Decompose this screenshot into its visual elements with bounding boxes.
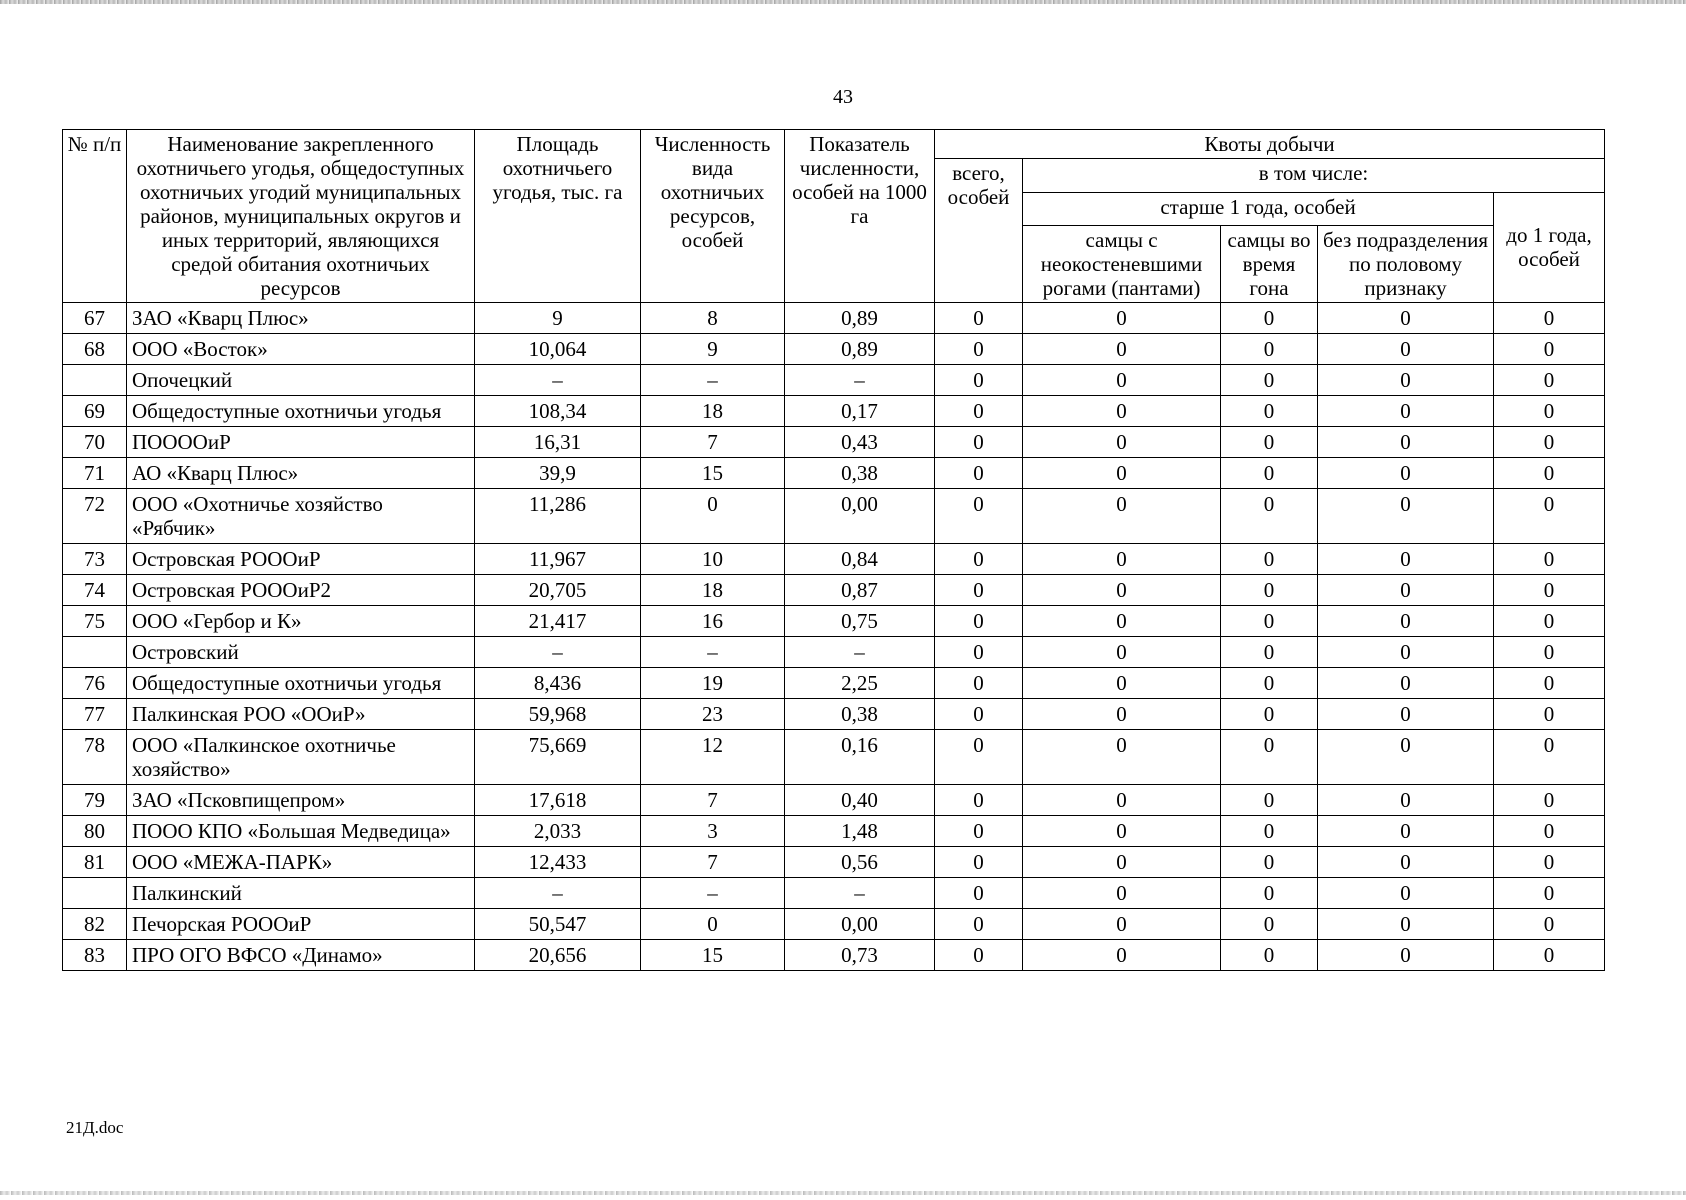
cell-count: 8 bbox=[641, 303, 785, 334]
cell-area: 50,547 bbox=[475, 909, 641, 940]
cell-name: ЗАО «Кварц Плюс» bbox=[127, 303, 475, 334]
cell-num: 76 bbox=[63, 668, 127, 699]
table-row bbox=[63, 396, 1605, 427]
cell-males-antlers: 0 bbox=[1023, 544, 1221, 575]
cell-density: 0,89 bbox=[785, 334, 935, 365]
header-num: № п/п bbox=[63, 130, 127, 303]
cell-total: 0 bbox=[935, 427, 1023, 458]
cell-under1: 0 bbox=[1494, 334, 1605, 365]
cell-num: 72 bbox=[63, 489, 127, 544]
cell-no-sex: 0 bbox=[1318, 334, 1494, 365]
cell-males-antlers: 0 bbox=[1023, 730, 1221, 785]
cell-under1: 0 bbox=[1494, 730, 1605, 785]
cell-count: – bbox=[641, 637, 785, 668]
cell-under1: 0 bbox=[1494, 303, 1605, 334]
cell-density: 0,56 bbox=[785, 847, 935, 878]
cell-area: – bbox=[475, 365, 641, 396]
table-row bbox=[63, 303, 1605, 334]
cell-males-antlers: 0 bbox=[1023, 427, 1221, 458]
cell-total: 0 bbox=[935, 940, 1023, 971]
table-header bbox=[63, 130, 1605, 303]
cell-males-rut: 0 bbox=[1221, 575, 1318, 606]
table-row bbox=[63, 606, 1605, 637]
cell-area: 17,618 bbox=[475, 785, 641, 816]
cell-under1: 0 bbox=[1494, 785, 1605, 816]
cell-males-rut: 0 bbox=[1221, 365, 1318, 396]
table-row bbox=[63, 668, 1605, 699]
cell-males-rut: 0 bbox=[1221, 668, 1318, 699]
table-row bbox=[63, 878, 1605, 909]
cell-area: 20,656 bbox=[475, 940, 641, 971]
cell-count: 9 bbox=[641, 334, 785, 365]
cell-area: 20,705 bbox=[475, 575, 641, 606]
cell-total: 0 bbox=[935, 303, 1023, 334]
cell-name: ООО «МЕЖА-ПАРК» bbox=[127, 847, 475, 878]
cell-name: Островская РОООиР bbox=[127, 544, 475, 575]
cell-no-sex: 0 bbox=[1318, 940, 1494, 971]
cell-area: 9 bbox=[475, 303, 641, 334]
cell-males-antlers: 0 bbox=[1023, 637, 1221, 668]
cell-no-sex: 0 bbox=[1318, 909, 1494, 940]
cell-area: 2,033 bbox=[475, 816, 641, 847]
table-row bbox=[63, 909, 1605, 940]
scan-edge-bottom bbox=[0, 1191, 1686, 1195]
table-row bbox=[63, 365, 1605, 396]
cell-males-antlers: 0 bbox=[1023, 606, 1221, 637]
header-count: Численность вида охотничьих ресурсов, особей bbox=[641, 130, 785, 303]
cell-num: 82 bbox=[63, 909, 127, 940]
cell-count: 7 bbox=[641, 427, 785, 458]
table-row bbox=[63, 575, 1605, 606]
cell-num bbox=[63, 878, 127, 909]
cell-no-sex: 0 bbox=[1318, 816, 1494, 847]
cell-total: 0 bbox=[935, 489, 1023, 544]
cell-males-rut: 0 bbox=[1221, 940, 1318, 971]
cell-density: 0,38 bbox=[785, 458, 935, 489]
cell-total: 0 bbox=[935, 847, 1023, 878]
cell-total: 0 bbox=[935, 878, 1023, 909]
page-number: 43 bbox=[833, 86, 853, 108]
cell-count: 16 bbox=[641, 606, 785, 637]
cell-area: 11,967 bbox=[475, 544, 641, 575]
cell-num: 67 bbox=[63, 303, 127, 334]
cell-density: 0,75 bbox=[785, 606, 935, 637]
cell-under1: 0 bbox=[1494, 365, 1605, 396]
cell-no-sex: 0 bbox=[1318, 365, 1494, 396]
cell-density: – bbox=[785, 637, 935, 668]
cell-males-antlers: 0 bbox=[1023, 334, 1221, 365]
cell-total: 0 bbox=[935, 730, 1023, 785]
cell-density: 0,17 bbox=[785, 396, 935, 427]
cell-num bbox=[63, 365, 127, 396]
scan-edge-top bbox=[0, 0, 1686, 4]
cell-no-sex: 0 bbox=[1318, 489, 1494, 544]
cell-area: 75,669 bbox=[475, 730, 641, 785]
cell-name: Островская РОООиР2 bbox=[127, 575, 475, 606]
table-row bbox=[63, 637, 1605, 668]
cell-total: 0 bbox=[935, 365, 1023, 396]
table-row bbox=[63, 940, 1605, 971]
cell-count: 23 bbox=[641, 699, 785, 730]
cell-males-rut: 0 bbox=[1221, 637, 1318, 668]
cell-num: 74 bbox=[63, 575, 127, 606]
cell-count: 7 bbox=[641, 847, 785, 878]
cell-no-sex: 0 bbox=[1318, 606, 1494, 637]
cell-count: – bbox=[641, 365, 785, 396]
header-males-rut: самцы во время гона bbox=[1221, 226, 1318, 303]
cell-under1: 0 bbox=[1494, 668, 1605, 699]
cell-no-sex: 0 bbox=[1318, 699, 1494, 730]
file-name: 21Д.doc bbox=[66, 1118, 124, 1137]
cell-count: 19 bbox=[641, 668, 785, 699]
cell-no-sex: 0 bbox=[1318, 303, 1494, 334]
cell-under1: 0 bbox=[1494, 427, 1605, 458]
cell-area: 39,9 bbox=[475, 458, 641, 489]
cell-density: 1,48 bbox=[785, 816, 935, 847]
cell-males-antlers: 0 bbox=[1023, 940, 1221, 971]
cell-males-antlers: 0 bbox=[1023, 668, 1221, 699]
cell-total: 0 bbox=[935, 334, 1023, 365]
quota-table bbox=[62, 129, 1605, 971]
cell-name: ПООО КПО «Большая Медведица» bbox=[127, 816, 475, 847]
cell-total: 0 bbox=[935, 816, 1023, 847]
cell-males-antlers: 0 bbox=[1023, 365, 1221, 396]
cell-density: 2,25 bbox=[785, 668, 935, 699]
header-older: старше 1 года, особей bbox=[1023, 192, 1494, 226]
table-row bbox=[63, 699, 1605, 730]
cell-count: 15 bbox=[641, 458, 785, 489]
cell-males-rut: 0 bbox=[1221, 606, 1318, 637]
cell-no-sex: 0 bbox=[1318, 668, 1494, 699]
table-row bbox=[63, 334, 1605, 365]
header-quotas: Квоты добычи bbox=[935, 130, 1605, 159]
table-row bbox=[63, 785, 1605, 816]
cell-density: 0,73 bbox=[785, 940, 935, 971]
cell-males-antlers: 0 bbox=[1023, 785, 1221, 816]
cell-males-rut: 0 bbox=[1221, 730, 1318, 785]
cell-total: 0 bbox=[935, 909, 1023, 940]
cell-no-sex: 0 bbox=[1318, 427, 1494, 458]
cell-num: 70 bbox=[63, 427, 127, 458]
cell-no-sex: 0 bbox=[1318, 544, 1494, 575]
cell-males-rut: 0 bbox=[1221, 303, 1318, 334]
cell-no-sex: 0 bbox=[1318, 458, 1494, 489]
cell-count: 18 bbox=[641, 396, 785, 427]
header-males-antlers: самцы с неокостеневшими рогами (пантами) bbox=[1023, 226, 1221, 303]
cell-under1: 0 bbox=[1494, 940, 1605, 971]
table-row bbox=[63, 544, 1605, 575]
cell-name: Опочецкий bbox=[127, 365, 475, 396]
cell-under1: 0 bbox=[1494, 637, 1605, 668]
cell-males-antlers: 0 bbox=[1023, 909, 1221, 940]
cell-name: Палкинский bbox=[127, 878, 475, 909]
cell-under1: 0 bbox=[1494, 489, 1605, 544]
table-row bbox=[63, 847, 1605, 878]
cell-area: – bbox=[475, 637, 641, 668]
header-name: Наименование закрепленного охотничьего угодья, общедоступных охотничьих угодий муниципальных районов, муниципальных округов и иных территорий, являющихся средой обитания охотничьих ресурсов bbox=[127, 130, 475, 303]
cell-name: АО «Кварц Плюс» bbox=[127, 458, 475, 489]
cell-name: ПРО ОГО ВФСО «Динамо» bbox=[127, 940, 475, 971]
cell-num: 79 bbox=[63, 785, 127, 816]
cell-total: 0 bbox=[935, 544, 1023, 575]
cell-density: – bbox=[785, 878, 935, 909]
cell-count: 18 bbox=[641, 575, 785, 606]
cell-males-antlers: 0 bbox=[1023, 489, 1221, 544]
cell-no-sex: 0 bbox=[1318, 878, 1494, 909]
cell-males-rut: 0 bbox=[1221, 334, 1318, 365]
cell-num: 78 bbox=[63, 730, 127, 785]
cell-males-rut: 0 bbox=[1221, 847, 1318, 878]
header-under1: до 1 года, особей bbox=[1494, 192, 1605, 303]
cell-males-antlers: 0 bbox=[1023, 816, 1221, 847]
cell-name: ПООООиР bbox=[127, 427, 475, 458]
cell-num: 80 bbox=[63, 816, 127, 847]
cell-name: ООО «Восток» bbox=[127, 334, 475, 365]
cell-total: 0 bbox=[935, 668, 1023, 699]
cell-area: 16,31 bbox=[475, 427, 641, 458]
cell-count: 10 bbox=[641, 544, 785, 575]
cell-count: 12 bbox=[641, 730, 785, 785]
cell-num: 68 bbox=[63, 334, 127, 365]
table-row bbox=[63, 427, 1605, 458]
cell-males-rut: 0 bbox=[1221, 544, 1318, 575]
cell-num: 69 bbox=[63, 396, 127, 427]
cell-name: Островский bbox=[127, 637, 475, 668]
cell-no-sex: 0 bbox=[1318, 730, 1494, 785]
cell-no-sex: 0 bbox=[1318, 785, 1494, 816]
cell-num bbox=[63, 637, 127, 668]
cell-count: 0 bbox=[641, 909, 785, 940]
cell-total: 0 bbox=[935, 396, 1023, 427]
table-row bbox=[63, 489, 1605, 544]
table-body bbox=[63, 303, 1605, 971]
cell-males-rut: 0 bbox=[1221, 909, 1318, 940]
cell-no-sex: 0 bbox=[1318, 575, 1494, 606]
cell-area: 21,417 bbox=[475, 606, 641, 637]
cell-males-antlers: 0 bbox=[1023, 847, 1221, 878]
cell-no-sex: 0 bbox=[1318, 637, 1494, 668]
cell-density: 0,16 bbox=[785, 730, 935, 785]
cell-name: ООО «Гербор и К» bbox=[127, 606, 475, 637]
cell-num: 71 bbox=[63, 458, 127, 489]
cell-name: Общедоступные охотничьи угодья bbox=[127, 396, 475, 427]
table-row bbox=[63, 458, 1605, 489]
cell-density: 0,87 bbox=[785, 575, 935, 606]
cell-area: 11,286 bbox=[475, 489, 641, 544]
cell-males-rut: 0 bbox=[1221, 816, 1318, 847]
cell-name: ЗАО «Псковпищепром» bbox=[127, 785, 475, 816]
cell-density: 0,43 bbox=[785, 427, 935, 458]
cell-males-rut: 0 bbox=[1221, 458, 1318, 489]
cell-name: ООО «Палкинское охотничье хозяйство» bbox=[127, 730, 475, 785]
cell-density: 0,89 bbox=[785, 303, 935, 334]
cell-males-rut: 0 bbox=[1221, 489, 1318, 544]
cell-under1: 0 bbox=[1494, 816, 1605, 847]
cell-area: 59,968 bbox=[475, 699, 641, 730]
cell-no-sex: 0 bbox=[1318, 847, 1494, 878]
cell-total: 0 bbox=[935, 458, 1023, 489]
cell-under1: 0 bbox=[1494, 699, 1605, 730]
cell-total: 0 bbox=[935, 785, 1023, 816]
cell-under1: 0 bbox=[1494, 909, 1605, 940]
cell-name: Общедоступные охотничьи угодья bbox=[127, 668, 475, 699]
cell-name: Палкинская РОО «ООиР» bbox=[127, 699, 475, 730]
cell-density: 0,84 bbox=[785, 544, 935, 575]
cell-density: – bbox=[785, 365, 935, 396]
cell-density: 0,00 bbox=[785, 489, 935, 544]
cell-males-rut: 0 bbox=[1221, 396, 1318, 427]
cell-total: 0 bbox=[935, 699, 1023, 730]
cell-area: 108,34 bbox=[475, 396, 641, 427]
cell-males-antlers: 0 bbox=[1023, 458, 1221, 489]
cell-num: 73 bbox=[63, 544, 127, 575]
cell-density: 0,40 bbox=[785, 785, 935, 816]
cell-males-rut: 0 bbox=[1221, 427, 1318, 458]
cell-density: 0,00 bbox=[785, 909, 935, 940]
cell-area: 8,436 bbox=[475, 668, 641, 699]
cell-males-rut: 0 bbox=[1221, 699, 1318, 730]
header-total: всего, особей bbox=[935, 159, 1023, 303]
cell-total: 0 bbox=[935, 606, 1023, 637]
cell-count: 15 bbox=[641, 940, 785, 971]
cell-area: – bbox=[475, 878, 641, 909]
cell-under1: 0 bbox=[1494, 575, 1605, 606]
cell-males-rut: 0 bbox=[1221, 878, 1318, 909]
cell-count: – bbox=[641, 878, 785, 909]
cell-num: 77 bbox=[63, 699, 127, 730]
cell-num: 81 bbox=[63, 847, 127, 878]
cell-num: 75 bbox=[63, 606, 127, 637]
header-area: Площадь охотничьего угодья, тыс. га bbox=[475, 130, 641, 303]
cell-under1: 0 bbox=[1494, 458, 1605, 489]
cell-density: 0,38 bbox=[785, 699, 935, 730]
header-density: Показатель численности, особей на 1000 га bbox=[785, 130, 935, 303]
cell-under1: 0 bbox=[1494, 606, 1605, 637]
cell-males-antlers: 0 bbox=[1023, 396, 1221, 427]
table-row bbox=[63, 816, 1605, 847]
cell-area: 10,064 bbox=[475, 334, 641, 365]
header-including: в том числе: bbox=[1023, 159, 1605, 193]
cell-males-antlers: 0 bbox=[1023, 699, 1221, 730]
cell-count: 7 bbox=[641, 785, 785, 816]
cell-under1: 0 bbox=[1494, 396, 1605, 427]
cell-num: 83 bbox=[63, 940, 127, 971]
cell-area: 12,433 bbox=[475, 847, 641, 878]
cell-no-sex: 0 bbox=[1318, 396, 1494, 427]
table-row bbox=[63, 730, 1605, 785]
cell-males-antlers: 0 bbox=[1023, 303, 1221, 334]
header-no-sex: без подразделения по половому признаку bbox=[1318, 226, 1494, 303]
cell-males-antlers: 0 bbox=[1023, 878, 1221, 909]
cell-count: 0 bbox=[641, 489, 785, 544]
cell-under1: 0 bbox=[1494, 878, 1605, 909]
cell-name: Печорская РОООиР bbox=[127, 909, 475, 940]
cell-total: 0 bbox=[935, 637, 1023, 668]
cell-males-rut: 0 bbox=[1221, 785, 1318, 816]
cell-name: ООО «Охотничье хозяйство «Рябчик» bbox=[127, 489, 475, 544]
cell-under1: 0 bbox=[1494, 544, 1605, 575]
cell-total: 0 bbox=[935, 575, 1023, 606]
cell-count: 3 bbox=[641, 816, 785, 847]
cell-males-antlers: 0 bbox=[1023, 575, 1221, 606]
cell-under1: 0 bbox=[1494, 847, 1605, 878]
